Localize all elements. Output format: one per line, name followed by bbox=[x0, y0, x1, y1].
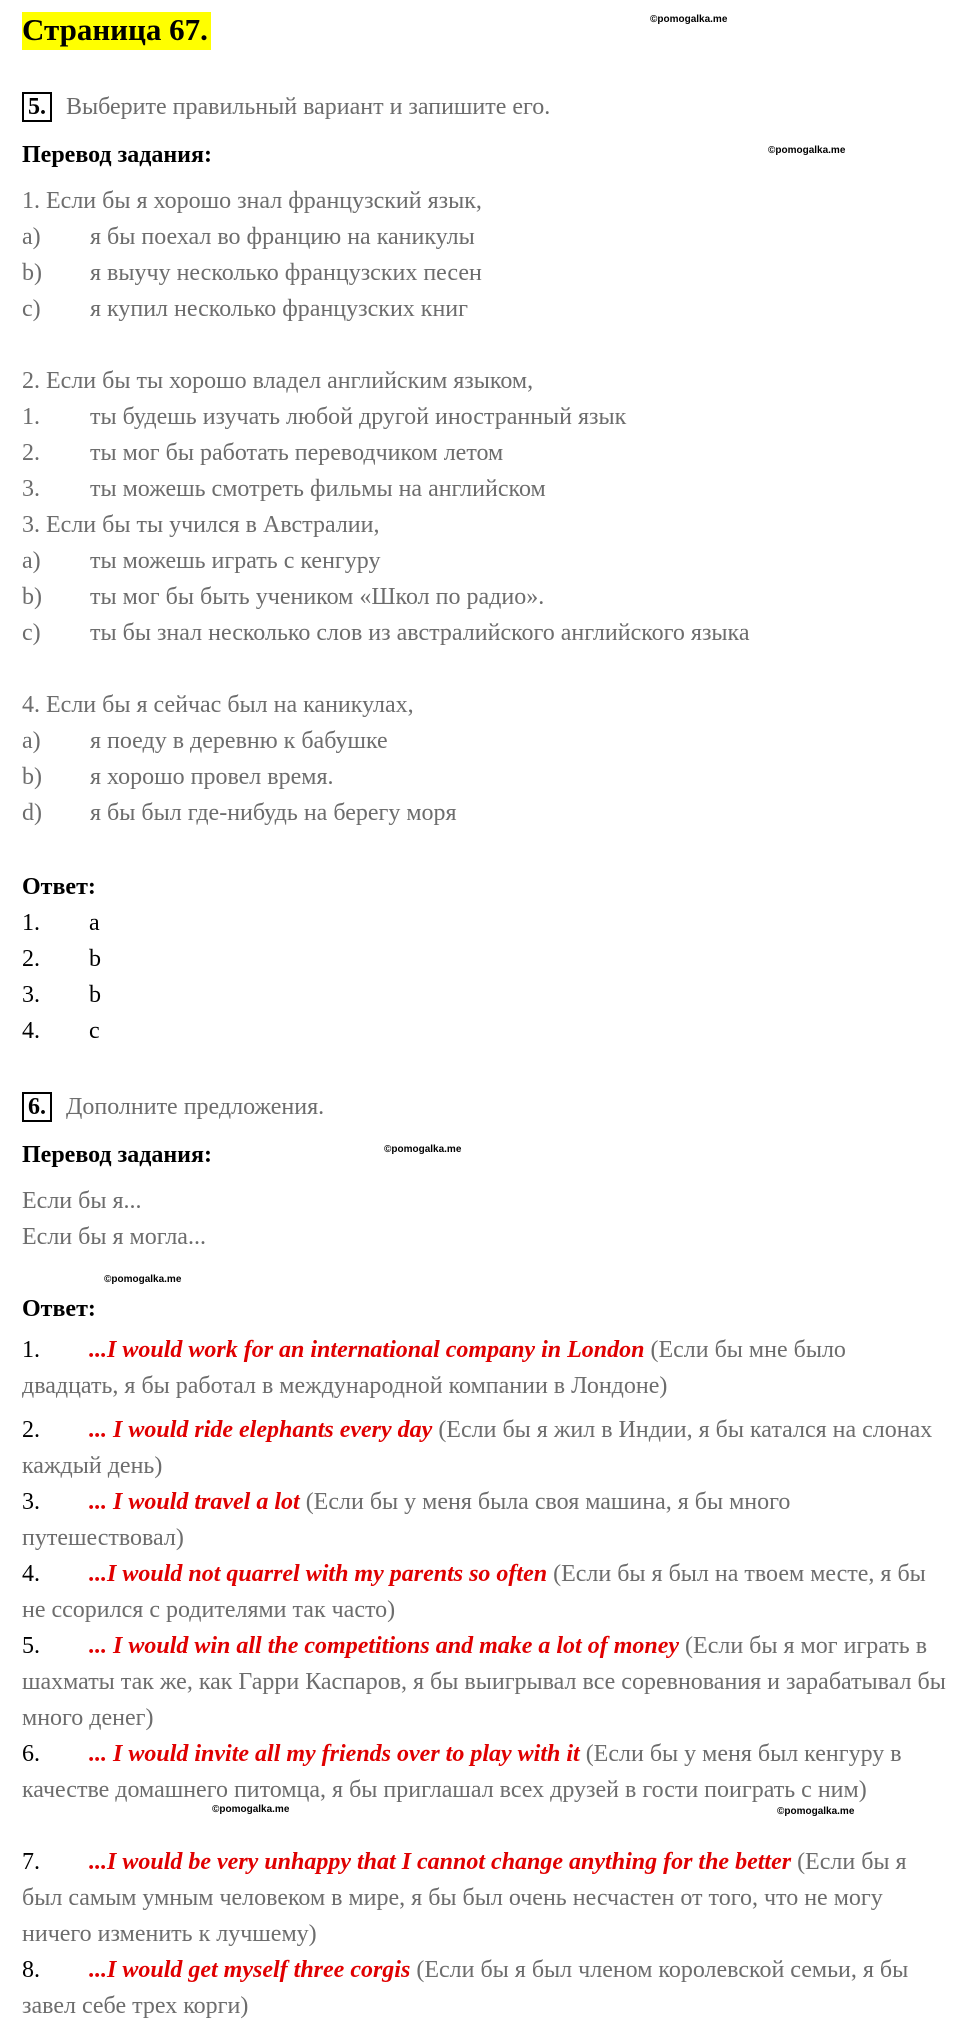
q2-option bbox=[22, 476, 546, 503]
task5-translation-heading: Перевод задания: bbox=[22, 142, 212, 168]
q2-stem: 2. Если бы ты хорошо владел английским языком, bbox=[22, 368, 534, 394]
watermark: ©pomogalka.me bbox=[768, 145, 846, 156]
answer-row bbox=[22, 1018, 100, 1045]
task6-prompt-1: Если бы я... bbox=[22, 1188, 142, 1214]
option-label: d) bbox=[22, 800, 42, 826]
option-text: я выучу несколько французских песен bbox=[90, 260, 482, 286]
answer-russian: (Если бы я мог играть в шахматы так же, как Гарри Каспаров, я бы выигрывал все соревнования и зарабатывал бы много денег) bbox=[22, 1633, 946, 1731]
answer-english: ...I would work for an international company in London bbox=[89, 1337, 645, 1363]
option-label: c) bbox=[22, 296, 41, 322]
watermark: ©pomogalka.me bbox=[777, 1806, 855, 1817]
page-title: Страница 67. bbox=[22, 12, 211, 50]
option-text: я бы поехал во францию на каникулы bbox=[90, 224, 475, 250]
answer-value: b bbox=[89, 946, 101, 972]
q4-option bbox=[22, 764, 333, 791]
answer-item: 2. ... I would ride elephants every day (Если бы я жил в Индии, я бы катался на слонах каждый день) bbox=[22, 1417, 933, 1479]
watermark: ©pomogalka.me bbox=[212, 1804, 290, 1815]
answer-item: 1. ...I would work for an international company in London (Если бы мне было двадцать, я бы работал в международной компании в Лондоне) bbox=[22, 1337, 846, 1399]
answer-russian: (Если бы я был самым умным человеком в мире, я бы был очень несчастен от того, что не могу ничего изменить к лучшему) bbox=[22, 1849, 907, 1947]
option-label: a) bbox=[22, 224, 41, 250]
option-text: ты мог бы быть учеником «Школ по радио». bbox=[90, 584, 545, 610]
option-label: 3. bbox=[22, 476, 40, 502]
task6-instruction: Дополните предложения. bbox=[66, 1094, 325, 1120]
answer-english: ... I would invite all my friends over to play with it bbox=[89, 1741, 580, 1767]
option-label: b) bbox=[22, 764, 42, 790]
q2-option bbox=[22, 404, 626, 431]
answer-value: c bbox=[89, 1018, 100, 1044]
answer-item: 8. ...I would get myself three corgis (Если бы я был членом королевской семьи, я бы завел себе трех корги) bbox=[22, 1957, 909, 2019]
option-label: a) bbox=[22, 548, 41, 574]
answer-value: b bbox=[89, 982, 101, 1008]
option-text: я поеду в деревню к бабушке bbox=[90, 728, 388, 754]
q4-option bbox=[22, 800, 457, 827]
watermark: ©pomogalka.me bbox=[384, 1144, 462, 1155]
option-text: ты будешь изучать любой другой иностранный язык bbox=[90, 404, 627, 430]
answer-russian: (Если бы я жил в Индии, я бы катался на слонах каждый день) bbox=[22, 1417, 933, 1479]
answer-english: ...I would not quarrel with my parents so often bbox=[89, 1561, 548, 1587]
q2-option bbox=[22, 440, 503, 467]
answer-item: 6. ... I would invite all my friends over to play with it (Если бы у меня был кенгуру в качестве домашнего питомца, я бы приглашал всех друзей в гости поиграть с ним) bbox=[22, 1741, 902, 1803]
answer-english: ...I would get myself three corgis bbox=[89, 1957, 411, 1983]
answer-row bbox=[22, 946, 101, 973]
answer-item: 5. ... I would win all the competitions and make a lot of money (Если бы я мог играть в шахматы так же, как Гарри Каспаров, я бы выигрывал все соревнования и зарабатывал бы много денег) bbox=[22, 1633, 946, 1731]
answer-english: ...I would be very unhappy that I cannot change anything for the better bbox=[89, 1849, 792, 1875]
answer-russian: (Если бы у меня был кенгуру в качестве домашнего питомца, я бы приглашал всех друзей в гости поиграть с ним) bbox=[22, 1741, 902, 1803]
option-text: я бы был где-нибудь на берегу моря bbox=[90, 800, 457, 826]
answer-row bbox=[22, 910, 100, 937]
option-text: ты бы знал несколько слов из австралийского английского языка bbox=[90, 620, 750, 646]
answer-russian: (Если бы мне было двадцать, я бы работал в международной компании в Лондоне) bbox=[22, 1337, 846, 1399]
option-text: ты можешь играть с кенгуру bbox=[90, 548, 381, 574]
q3-option bbox=[22, 620, 750, 647]
answer-russian: (Если бы у меня была своя машина, я бы много путешествовал) bbox=[22, 1489, 791, 1551]
task5-number: 5. bbox=[22, 92, 52, 122]
task6-prompt-2: Если бы я могла... bbox=[22, 1224, 206, 1250]
answer-russian: (Если бы я был членом королевской семьи, я бы завел себе трех корги) bbox=[22, 1957, 909, 2019]
q3-option bbox=[22, 548, 380, 575]
option-text: я купил несколько французских книг bbox=[90, 296, 468, 322]
answer-label: 4. bbox=[22, 1018, 40, 1044]
task6-answer-heading: Ответ: bbox=[22, 1296, 96, 1322]
task5-answer-heading: Ответ: bbox=[22, 874, 96, 900]
option-text: ты можешь смотреть фильмы на английском bbox=[90, 476, 546, 502]
task6-translation-heading: Перевод задания: bbox=[22, 1142, 212, 1168]
option-text: ты мог бы работать переводчиком летом bbox=[90, 440, 504, 466]
answer-item: 4. ...I would not quarrel with my parents so often (Если бы я был на твоем месте, я бы не ссорился с родителями так часто) bbox=[22, 1561, 926, 1623]
q1-option bbox=[22, 224, 475, 251]
answer-label: 3. bbox=[22, 982, 40, 1008]
answer-row bbox=[22, 982, 101, 1009]
q4-stem: 4. Если бы я сейчас был на каникулах, bbox=[22, 692, 414, 718]
task6-header bbox=[22, 1092, 324, 1122]
q1-option bbox=[22, 260, 482, 287]
answer-label: 2. bbox=[22, 946, 40, 972]
q4-option bbox=[22, 728, 388, 755]
option-label: 2. bbox=[22, 440, 40, 466]
q3-option bbox=[22, 584, 544, 611]
watermark: ©pomogalka.me bbox=[650, 14, 728, 25]
answer-russian: (Если бы я был на твоем месте, я бы не ссорился с родителями так часто) bbox=[22, 1561, 926, 1623]
answer-english: ... I would ride elephants every day bbox=[89, 1417, 433, 1443]
option-label: c) bbox=[22, 620, 41, 646]
task5-header bbox=[22, 92, 550, 122]
answer-english: ... I would travel a lot bbox=[89, 1489, 300, 1515]
q3-stem: 3. Если бы ты учился в Австралии, bbox=[22, 512, 380, 538]
option-label: b) bbox=[22, 584, 42, 610]
option-label: b) bbox=[22, 260, 42, 286]
option-text: я хорошо провел время. bbox=[90, 764, 334, 790]
answer-english: ... I would win all the competitions and make a lot of money bbox=[89, 1633, 680, 1659]
task5-instruction: Выберите правильный вариант и запишите его. bbox=[66, 94, 551, 120]
option-label: a) bbox=[22, 728, 41, 754]
q1-option bbox=[22, 296, 468, 323]
answer-value: a bbox=[89, 910, 100, 936]
answer-item: 3. ... I would travel a lot (Если бы у меня была своя машина, я бы много путешествовал) bbox=[22, 1489, 791, 1551]
task6-number: 6. bbox=[22, 1092, 52, 1122]
q1-stem: 1. Если бы я хорошо знал французский язык, bbox=[22, 188, 482, 214]
option-label: 1. bbox=[22, 404, 40, 430]
answer-label: 1. bbox=[22, 910, 40, 936]
watermark: ©pomogalka.me bbox=[104, 1274, 182, 1285]
answer-item: 7. ...I would be very unhappy that I cannot change anything for the better (Если бы я был самым умным человеком в мире, я бы был очень несчастен от того, что не могу ничего изменить к лучшему) bbox=[22, 1849, 907, 1947]
